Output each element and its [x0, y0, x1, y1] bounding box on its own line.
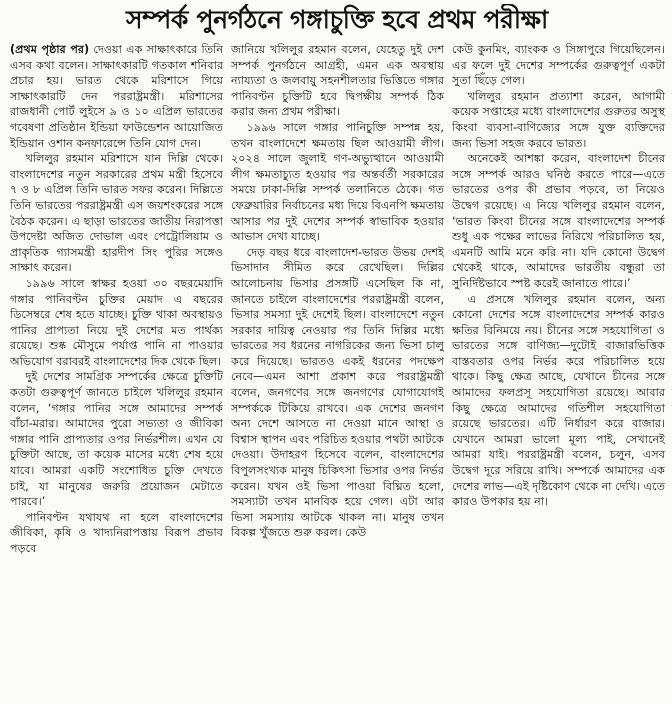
column-2	[231, 42, 444, 702]
paragraph: (প্রথম পৃষ্ঠার পর) দেওয়া এক সাক্ষাৎকারে তিনি এসব কথা বলেন। সাক্ষাৎকারটি গতকাল শনিবার প্রচার হয়। ভারত থেকে মরিশাসে গিয়ে সাক্ষাৎকারটি দেন পররাষ্ট্রমন্ত্রী। মরিশাসের রাজধানী পোর্ট লুইসে ৯ ও ১০ এপ্রিল ভারতের গবেষণা প্রতিষ্ঠান ইন্ডিয়া ফাউন্ডেশন আয়োজিত ইন্ডিয়ান ওশান কনফারেন্সে তিনি যোগ দেন।	[10, 43, 223, 150]
paragraph: জানিয়ে খলিলুর রহমান বলেন, যেহেতু দুই দেশ সম্পর্ক পুনর্গঠনে আগ্রহী, এমন এক অবস্থায় ন্যায্যতা ও জলবায়ু সহনশীলতার ভিত্তিতে গঙ্গার পানিবণ্টন চুক্তিটি হবে দ্বিপক্ষীয় সম্পর্ক ঠিক করার জন্য প্রথম পরীক্ষা।	[231, 43, 444, 119]
paragraph: খলিলুর রহমান প্রত্যাশা করেন, আগামী কয়েক সপ্তাহের মধ্যে বাংলাদেশের গুরুতর অসুস্থ কিংবা ব্যবসা-বাণিজ্যের সঙ্গে যুক্ত ব্যক্তিদের জন্য ভিসা সহজ করবে ভারত।	[452, 89, 665, 150]
article-body	[10, 42, 664, 702]
paragraph: দুই দেশের সামগ্রিক সম্পর্কের ক্ষেত্রে চুক্তিটি কতটা গুরুত্বপূর্ণ জানতে চাইলে খলিলুর রহমান বলেন, ‘গঙ্গার পানির সঙ্গে আমাদের সম্পর্ক বাঁচা-মরার। আমাদের পুরো সভ্যতা ও জীবিকা গঙ্গার পানি প্রাপ্যতার ওপর নির্ভরশীল। এখন যে চুক্তিটা আছে, তা কয়েক মাসের মধ্যে শেষ হয়ে যাবে। আমরা একটি সংশোধিত চুক্তি দেখতে চাই, যা মানুষের জরুরি প্রয়োজন মেটাতে পারবে।’	[10, 370, 223, 509]
paragraph: খলিলুর রহমান মরিশাসে যান দিল্লি থেকে। বাংলাদেশের নতুন সরকারের প্রথম মন্ত্রী হিসেবে ৭ ও ৮ এপ্রিল তিনি ভারত সফর করেন। দিল্লিতে তিনি ভারতের পররাষ্ট্রমন্ত্রী এস জয়শংকরের সঙ্গে বৈঠক করেন। এ ছাড়া ভারতের জাতীয় নিরাপত্তা উপদেষ্টা অজিত দোভাল এবং পেট্রোলিয়াম ও প্রাকৃতিক গ্যাসমন্ত্রী হারদীপ সিং পুরির সঙ্গেও সাক্ষাৎ করেন।	[10, 152, 223, 275]
paragraph: ১৯৯৬ সালে গঙ্গার পানিচুক্তি সম্পন্ন হয়, তখন বাংলাদেশে ক্ষমতায় ছিল আওয়ামী লীগ। ২০২৪ সালে জুলাই গণ-অভ্যুত্থানে আওয়ামী লীগ ক্ষমতাচ্যুত হওয়ার পর অন্তর্বর্তী সরকারের সময়ে ঢাকা-দিল্লি সম্পর্ক তলানিতে ঠেকে। গত ফেব্রুয়ারির নির্বাচনের মধ্য দিয়ে বিএনপি ক্ষমতায় আসার পর দুই দেশের সম্পর্ক স্বাভাবিক হওয়ার আভাস দেখা যাচ্ছে।	[231, 120, 444, 244]
continuation-label: (প্রথম পৃষ্ঠার পর)	[10, 43, 90, 56]
column-1	[10, 42, 223, 702]
headline: সম্পর্ক পুনর্গঠনে গঙ্গাচুক্তি হবে প্রথম পরীক্ষা	[126, 5, 548, 34]
paragraph: পানিবণ্টন যথাযথ না হলে বাংলাদেশের জীবিকা, কৃষি ও খাদ্যনিরাপত্তায় বিরূপ প্রভাব পড়বে	[10, 510, 223, 555]
column-3	[452, 42, 665, 702]
paragraph: ১৯৯৬ সালে স্বাক্ষর হওয়া ৩০ বছরমেয়াদি গঙ্গার পানিবণ্টন চুক্তির মেয়াদ এ বছরের ডিসেম্বরে শেষ হতে যাচ্ছে। চুক্তি থাকা অবস্থায়ও পানির প্রাপ্যতা নিয়ে দুই দেশের মত পার্থক্য রয়েছে। শুষ্ক মৌসুমে পর্যাপ্ত পানি না পাওয়ার অভিযোগ বরাবরই বাংলাদেশের দিক থেকে ছিল।	[10, 276, 223, 368]
paragraph: এ প্রসঙ্গে খলিলুর রহমান বলেন, অন্য কোনো দেশের সঙ্গে বাংলাদেশের সম্পর্ক কারও ক্ষতির বিনিময়ে নয়। চীনের সঙ্গে সহযোগিতা ও ভারতের সঙ্গে বাণিজ্য—দুটোই বাজারভিত্তিক বাস্তবতার ওপর নির্ভর করে পরিচালিত হয়ে থাকে। কিছু ক্ষেত্র আছে, যেখানে চীনের সঙ্গে আমাদের ফলপ্রসূ সহযোগিতা রয়েছে। আবার কিছু ক্ষেত্রে আমাদের গতিশীল সহযোগিতা রয়েছে ভারতের। এটি নির্ধারণ করে বাজার। যেখানে আমরা ভালো মূল্য পাই, সেখানেই আমরা যাই। পররাষ্ট্রমন্ত্রী বলেন, চলুন, এসব উদ্বেগ দূরে সরিয়ে রাখি। সম্পর্কে আমাদের এক দেশের লাভ—এই দৃষ্টিকোণ থেকে না দেখি। এতে কারও উপকার হয় না।	[452, 292, 665, 509]
paragraph: কেউ কুনমিং, ব্যাংকক ও সিঙ্গাপুরে গিয়েছিলেন। এর ফলে দুই দেশের সম্পর্কের গুরুত্বপূর্ণ একটা সুতা ছিঁড়ে গেল।	[452, 43, 665, 88]
paragraph: দেড় বছর ধরে বাংলাদেশ-ভারত উভয় দেশই ভিসাদান সীমিত করে রেখেছিল। দিল্লির আলোচনায় ভিসার প্রসঙ্গটি এসেছিল কি না, জানতে চাইলে বাংলাদেশের পররাষ্ট্রমন্ত্রী বলেন, ভিসার সমস্যা দুই দেশেই ছিল। বাংলাদেশে নতুন সরকার দায়িত্ব নেওয়ার পর তিনি দিল্লির মধ্যে ভারতের সব ধরনের নাগরিকের জন্য ভিসা চালু করে দিয়েছে। ভারতও একই ধরনের পদক্ষেপ নেবে—এমন আশা প্রকাশ করে পররাষ্ট্রমন্ত্রী বলেন, জনগণের সঙ্গে জনগণের যোগাযোগই সম্পর্ককে টিকিয়ে রাখবে। এক দেশের জনগণ অন্য দেশে আসতে না দেওয়া মানে আস্থা ও বিশ্বাস স্থাপন এবং পরিচিত হওয়ার পথটা আটকে দেওয়া। উদাহরণ হিসেবে বলেন, বাংলাদেশের বিপুলসংখ্যক মানুষ চিকিৎসা ভিসার ওপর নির্ভর করেন। যখন ওই ভিসা পাওয়া বিঘ্নিত হলো, সমস্যাটা তখন মানবিক হয়ে গেল। এটা আর ভিসা সমস্যায় আটকে থাকল না। মানুষ তখন বিকল্প খুঁজতে শুরু করল। কেউ	[231, 245, 444, 540]
paragraph: অনেকেই আশঙ্কা করেন, বাংলাদেশ চীনের সঙ্গে সম্পর্ক আরও ঘনিষ্ঠ করতে পারে—এতে ভারতের ওপর কী প্রভাব পড়বে, তা নিয়েও উদ্বেগ রয়েছে। এ নিয়ে খলিলুর রহমান বলেন, ‘ভারত কিংবা চীনের সঙ্গে বাংলাদেশের সম্পর্ক শুধু এক পক্ষের লাভের নিরিখে পরিচালিত হয়, এমনটি আমি মনে করি না। যদি কোনো উদ্বেগ থেকেই থাকে, আমাদের ভারতীয় বন্ধুরা তা সুনির্দিষ্টভাবে স্পষ্ট করেই জানাতে পারে।’	[452, 152, 665, 290]
